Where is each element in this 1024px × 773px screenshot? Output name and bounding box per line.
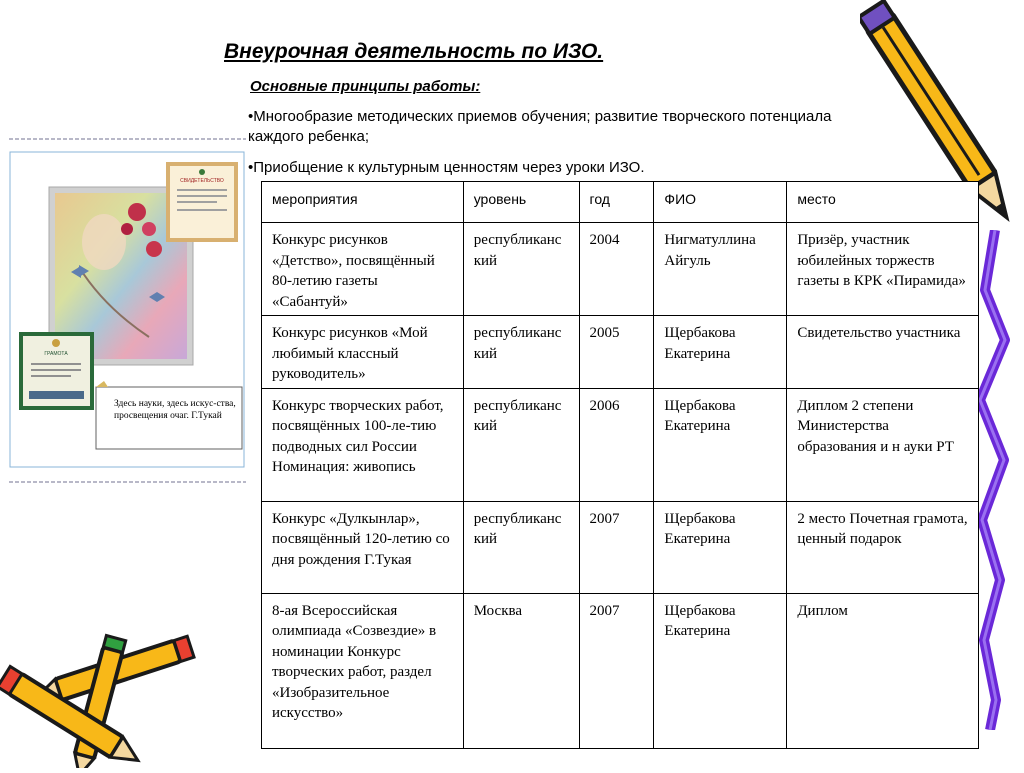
cell-name: Нигматуллина Айгуль [654, 223, 787, 316]
crossed-pencils-icon [0, 618, 210, 768]
table-row [262, 316, 979, 389]
cell-event: Конкурс рисунков «Мой любимый классный руководитель» [262, 316, 464, 389]
cell-level: республиканский [463, 316, 579, 389]
cell-year: 2005 [579, 316, 654, 389]
diploma-title: ГРАМОТА [44, 351, 68, 357]
certificate-title: СВИДЕТЕЛЬСТВО [180, 178, 224, 184]
cell-level: республиканский [463, 223, 579, 316]
cell-level: Москва [463, 593, 579, 748]
table-row [262, 388, 979, 501]
cell-year: 2004 [579, 223, 654, 316]
table-row [262, 593, 979, 748]
header-place: место [787, 182, 979, 223]
principles-subtitle: Основные принципы работы: [250, 78, 481, 95]
header-name: ФИО [654, 182, 787, 223]
cell-place: Диплом 2 степени Министерства образования и н ауки РТ [787, 388, 979, 501]
cell-year: 2006 [579, 388, 654, 501]
principle-item: •Приобщение к культурным ценностям через уроки ИЗО. [248, 159, 645, 176]
cell-event: 8-ая Всероссийская олимпиада «Созвездие» в номинации Конкурс творческих работ, раздел «Изобразительное искусство» [262, 593, 464, 748]
events-table [261, 181, 979, 749]
collage [9, 137, 246, 487]
pencil-decoration-bottom [0, 618, 210, 768]
cell-event: Конкурс «Дулкынлар», посвящённый 120-летию со дня рождения Г.Тукая [262, 501, 464, 593]
table-row [262, 501, 979, 593]
header-events: мероприятия [262, 182, 464, 223]
page-title: Внеурочная деятельность по ИЗО. [224, 40, 604, 63]
cell-name: Щербакова Екатерина [654, 388, 787, 501]
cell-place: Диплом [787, 593, 979, 748]
cell-year: 2007 [579, 501, 654, 593]
cell-name: Щербакова Екатерина [654, 501, 787, 593]
cell-level: республиканский [463, 501, 579, 593]
cell-event: Конкурс рисунков «Детство», посвящённый 80-летию газеты «Сабантуй» [262, 223, 464, 316]
principle-item: •Многообразие методических приемов обучения; развитие творческого потенциала каждого ребенка; [248, 108, 832, 145]
cell-place: Призёр, участник юбилейных торжеств газеты в КРК «Пирамида» [787, 223, 979, 316]
cell-name: Щербакова Екатерина [654, 593, 787, 748]
cell-place: 2 место Почетная грамота, ценный подарок [787, 501, 979, 593]
table-row [262, 223, 979, 316]
cell-year: 2007 [579, 593, 654, 748]
cell-level: республиканский [463, 388, 579, 501]
tukay-quote: Здесь науки, здесь искус-ства, просвещения очаг. Г.Тукай [114, 399, 236, 421]
collage-illustration [9, 137, 246, 487]
cell-name: Щербакова Екатерина [654, 316, 787, 389]
cell-place: Свидетельство участника [787, 316, 979, 389]
header-level: уровень [463, 182, 579, 223]
table-header-row [262, 182, 979, 223]
header-year: год [579, 182, 654, 223]
cell-event: Конкурс творческих работ, посвящённых 100-ле-тию подводных сил России Номинация: живопись [262, 388, 464, 501]
